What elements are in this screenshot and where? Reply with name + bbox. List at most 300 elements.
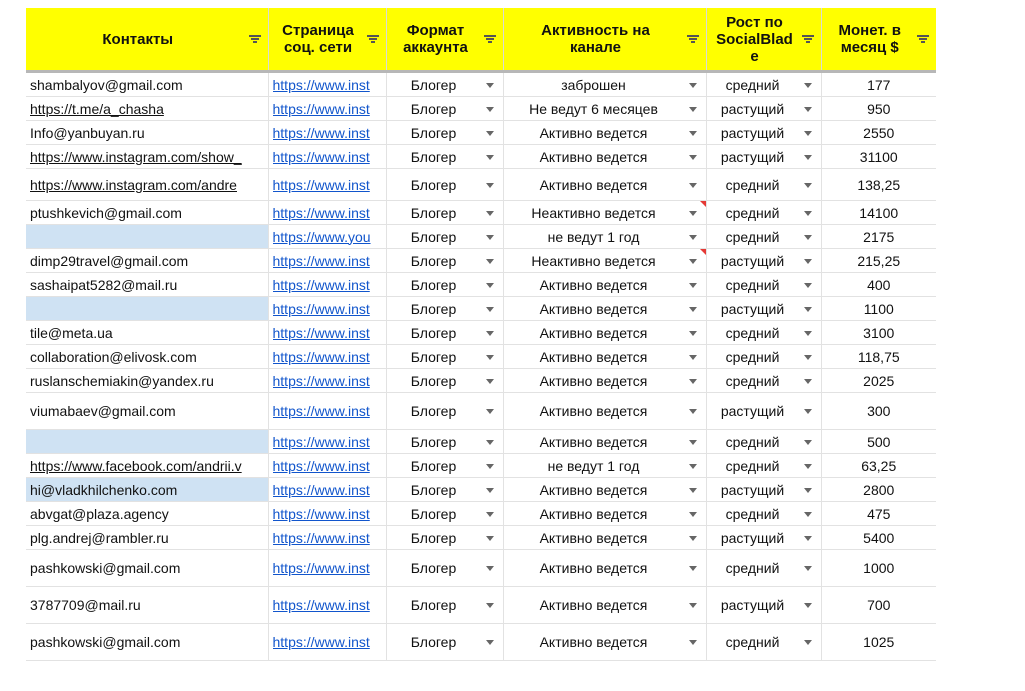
table-row[interactable] [26,121,936,145]
table-row[interactable] [26,454,936,478]
activity-dropdown[interactable] [503,225,706,249]
page-link[interactable]: https://www.inst [272,204,370,221]
money-cell[interactable] [821,624,936,661]
page-link-cell[interactable] [268,249,386,273]
page-link[interactable]: https://www.inst [272,276,370,293]
format-value: Блогер [410,148,457,165]
page-link[interactable]: https://www.inst [272,76,370,93]
contact-cell[interactable] [26,526,268,550]
header-money[interactable] [821,8,936,72]
growth-dropdown[interactable] [706,169,821,201]
table-row[interactable] [26,273,936,297]
dropdown-arrow-icon[interactable] [486,307,494,312]
activity-dropdown[interactable] [503,478,706,502]
money-cell[interactable] [821,273,936,297]
money-value: 1100 [863,300,894,317]
dropdown-arrow-icon[interactable] [486,283,494,288]
page-link[interactable]: https://www.inst [272,324,370,341]
growth-dropdown[interactable] [706,249,821,273]
format-dropdown[interactable] [386,393,503,430]
table-row[interactable] [26,201,936,225]
dropdown-arrow-icon[interactable] [689,235,697,240]
growth-dropdown[interactable] [706,145,821,169]
activity-value: Активно ведется [539,148,648,165]
format-dropdown[interactable] [386,587,503,624]
table-row[interactable] [26,624,936,661]
activity-dropdown[interactable] [503,369,706,393]
dropdown-arrow-icon[interactable] [486,536,494,541]
dropdown-arrow-icon[interactable] [689,379,697,384]
format-dropdown[interactable] [386,502,503,526]
table-row[interactable] [26,72,936,97]
money-value: 475 [867,505,891,522]
growth-value: средний [725,176,780,193]
money-cell[interactable] [821,369,936,393]
activity-dropdown[interactable] [503,502,706,526]
dropdown-arrow-icon[interactable] [689,464,697,469]
page-link[interactable]: https://www.inst [272,634,370,650]
money-cell[interactable] [821,72,936,97]
growth-value: растущий [720,403,785,419]
page-link[interactable]: https://www.inst [272,124,370,141]
dropdown-arrow-icon[interactable] [689,83,697,88]
activity-dropdown[interactable] [503,526,706,550]
activity-dropdown[interactable] [503,624,706,661]
filter-icon[interactable] [484,35,496,43]
dropdown-arrow-icon[interactable] [804,512,812,517]
format-value: Блогер [410,457,457,474]
money-cell[interactable] [821,201,936,225]
growth-value: средний [725,505,780,522]
dropdown-arrow-icon[interactable] [689,603,697,608]
page-link-cell[interactable] [268,624,386,661]
format-dropdown[interactable] [386,297,503,321]
format-value: Блогер [410,176,457,193]
activity-value: Активно ведется [539,403,648,419]
page-link-cell[interactable] [268,72,386,97]
format-dropdown[interactable] [386,526,503,550]
contact-cell[interactable] [26,369,268,393]
page-link-cell[interactable] [268,201,386,225]
page-link-cell[interactable] [268,121,386,145]
format-dropdown[interactable] [386,249,503,273]
format-dropdown[interactable] [386,550,503,587]
money-value: 2550 [863,124,895,141]
growth-dropdown[interactable] [706,478,821,502]
activity-dropdown[interactable] [503,587,706,624]
activity-dropdown[interactable] [503,297,706,321]
contact-cell[interactable] [26,225,268,249]
dropdown-arrow-icon[interactable] [689,307,697,312]
table-row[interactable] [26,249,936,273]
contact-cell[interactable] [26,502,268,526]
format-dropdown[interactable] [386,169,503,201]
money-value: 700 [867,597,891,613]
contact-cell[interactable] [26,169,268,201]
page-link-cell[interactable] [268,430,386,454]
page-link[interactable]: https://www.inst [272,148,370,165]
page-link-cell[interactable] [268,225,386,249]
contact-cell[interactable] [26,145,268,169]
page-link[interactable]: https://www.inst [272,348,370,365]
page-link[interactable]: https://www.inst [272,252,370,269]
dropdown-arrow-icon[interactable] [486,355,494,360]
page-link-cell[interactable] [268,369,386,393]
contact-cell[interactable] [26,121,268,145]
dropdown-arrow-icon[interactable] [689,566,697,571]
activity-dropdown[interactable] [503,169,706,201]
table-row[interactable] [26,550,936,587]
contact-cell[interactable] [26,478,268,502]
table-row[interactable] [26,225,936,249]
dropdown-arrow-icon[interactable] [689,355,697,360]
money-cell[interactable] [821,502,936,526]
activity-value: Активно ведется [539,505,648,522]
dropdown-arrow-icon[interactable] [689,536,697,541]
page-link-cell[interactable] [268,145,386,169]
money-cell[interactable] [821,321,936,345]
dropdown-arrow-icon[interactable] [689,640,697,645]
dropdown-arrow-icon[interactable] [689,488,697,493]
contact-cell[interactable] [26,393,268,430]
growth-dropdown[interactable] [706,369,821,393]
money-cell[interactable] [821,145,936,169]
activity-dropdown[interactable] [503,393,706,430]
page-link[interactable]: https://www.inst [272,505,370,522]
money-value: 950 [867,100,891,117]
format-dropdown[interactable] [386,624,503,661]
dropdown-arrow-icon[interactable] [689,155,697,160]
dropdown-arrow-icon[interactable] [486,107,494,112]
format-value: Блогер [410,324,457,341]
growth-dropdown[interactable] [706,502,821,526]
contact-cell[interactable] [26,321,268,345]
money-cell[interactable] [821,249,936,273]
format-dropdown[interactable] [386,201,503,225]
contact-text: plg.andrej@rambler.ru [30,529,169,546]
page-link[interactable]: https://www.you [272,228,371,245]
growth-value: растущий [720,252,785,269]
filter-icon[interactable] [687,35,699,43]
contact-text: ruslanschemiakin@yandex.ru [30,372,214,389]
dropdown-arrow-icon[interactable] [486,211,494,216]
growth-dropdown[interactable] [706,550,821,587]
table-row[interactable] [26,502,936,526]
growth-dropdown[interactable] [706,624,821,661]
contact-cell[interactable] [26,345,268,369]
dropdown-arrow-icon[interactable] [486,259,494,264]
contact-cell[interactable] [26,430,268,454]
page-link-cell[interactable] [268,345,386,369]
growth-dropdown[interactable] [706,430,821,454]
format-dropdown[interactable] [386,478,503,502]
dropdown-arrow-icon[interactable] [486,155,494,160]
contact-cell[interactable] [26,97,268,121]
dropdown-arrow-icon[interactable] [486,409,494,414]
page-link-cell[interactable] [268,502,386,526]
page-link[interactable]: https://www.inst [272,100,370,117]
dropdown-arrow-icon[interactable] [486,131,494,136]
activity-dropdown[interactable] [503,145,706,169]
money-value: 14100 [859,204,899,221]
activity-dropdown[interactable] [503,97,706,121]
header-growth[interactable] [706,8,821,72]
dropdown-arrow-icon[interactable] [804,283,812,288]
contact-text: dimp29travel@gmail.com [30,252,189,269]
dropdown-arrow-icon[interactable] [689,211,697,216]
table-row[interactable] [26,478,936,502]
dropdown-arrow-icon[interactable] [689,107,697,112]
money-cell[interactable] [821,550,936,587]
dropdown-arrow-icon[interactable] [804,307,812,312]
dropdown-arrow-icon[interactable] [804,488,812,493]
activity-value: не ведут 1 год [547,457,640,474]
table-row[interactable] [26,369,936,393]
dropdown-arrow-icon[interactable] [689,131,697,136]
dropdown-arrow-icon[interactable] [689,259,697,264]
table-row[interactable] [26,321,936,345]
activity-value: Неактивно ведется [531,252,656,269]
activity-dropdown[interactable] [503,321,706,345]
format-dropdown[interactable] [386,454,503,478]
page-link-cell[interactable] [268,454,386,478]
contact-text: viumabaev@gmail.com [30,403,176,419]
dropdown-arrow-icon[interactable] [804,235,812,240]
money-cell[interactable] [821,169,936,201]
format-dropdown[interactable] [386,430,503,454]
contact-cell[interactable] [26,72,268,97]
contact-cell[interactable] [26,273,268,297]
page-link-cell[interactable] [268,273,386,297]
dropdown-arrow-icon[interactable] [804,131,812,136]
page-link-cell[interactable] [268,587,386,624]
dropdown-arrow-icon[interactable] [804,211,812,216]
table-row[interactable] [26,393,936,430]
activity-value: Активно ведется [539,324,648,341]
dropdown-arrow-icon[interactable] [804,566,812,571]
dropdown-arrow-icon[interactable] [689,409,697,414]
contact-text: sashaipat5282@mail.ru [30,276,178,293]
page-link-cell[interactable] [268,169,386,201]
note-indicator-icon[interactable] [700,249,706,255]
dropdown-arrow-icon[interactable] [804,440,812,445]
format-value: Блогер [410,505,457,522]
activity-value: Активно ведется [539,372,648,389]
page-link[interactable]: https://www.inst [272,597,370,613]
growth-dropdown[interactable] [706,201,821,225]
activity-dropdown[interactable] [503,121,706,145]
table-row[interactable] [26,526,936,550]
dropdown-arrow-icon[interactable] [804,640,812,645]
contact-cell[interactable] [26,201,268,225]
dropdown-arrow-icon[interactable] [486,331,494,336]
contact-cell[interactable] [26,297,268,321]
money-cell[interactable] [821,478,936,502]
dropdown-arrow-icon[interactable] [689,440,697,445]
table-row[interactable] [26,145,936,169]
note-indicator-icon[interactable] [700,201,706,207]
dropdown-arrow-icon[interactable] [804,409,812,414]
dropdown-arrow-icon[interactable] [689,283,697,288]
page-link-cell[interactable] [268,550,386,587]
format-dropdown[interactable] [386,225,503,249]
dropdown-arrow-icon[interactable] [804,83,812,88]
page-link[interactable]: https://www.inst [272,529,370,546]
page-link[interactable]: https://www.inst [272,560,370,576]
dropdown-arrow-icon[interactable] [486,83,494,88]
money-value: 5400 [863,529,895,546]
growth-dropdown[interactable] [706,345,821,369]
money-value: 138,25 [857,176,901,193]
format-value: Блогер [410,529,457,546]
page-link-cell[interactable] [268,526,386,550]
filter-icon[interactable] [802,35,814,43]
money-cell[interactable] [821,97,936,121]
format-value: Блогер [410,252,457,269]
dropdown-arrow-icon[interactable] [486,183,494,188]
filter-icon[interactable] [249,35,261,43]
filter-icon[interactable] [917,35,929,43]
dropdown-arrow-icon[interactable] [486,488,494,493]
table-row[interactable] [26,587,936,624]
dropdown-arrow-icon[interactable] [804,331,812,336]
dropdown-arrow-icon[interactable] [804,107,812,112]
activity-dropdown[interactable] [503,72,706,97]
page-link[interactable]: https://www.inst [272,481,370,498]
page-link-cell[interactable] [268,321,386,345]
money-cell[interactable] [821,430,936,454]
dropdown-arrow-icon[interactable] [804,355,812,360]
money-cell[interactable] [821,454,936,478]
format-value: Блогер [410,300,457,317]
dropdown-arrow-icon[interactable] [804,536,812,541]
page-link[interactable]: https://www.inst [272,433,370,450]
table-row[interactable] [26,297,936,321]
table-row[interactable] [26,97,936,121]
page-link[interactable]: https://www.inst [272,176,370,193]
format-dropdown[interactable] [386,273,503,297]
growth-dropdown[interactable] [706,225,821,249]
money-value: 300 [867,403,891,419]
contact-cell[interactable] [26,550,268,587]
page-link-cell[interactable] [268,97,386,121]
contact-cell[interactable] [26,587,268,624]
format-value: Блогер [410,228,457,245]
page-link-cell[interactable] [268,478,386,502]
dropdown-arrow-icon[interactable] [486,603,494,608]
growth-value: средний [725,76,780,93]
activity-value: Активно ведется [539,433,648,450]
activity-dropdown[interactable] [503,273,706,297]
dropdown-arrow-icon[interactable] [486,566,494,571]
header-format[interactable] [386,8,503,72]
growth-dropdown[interactable] [706,393,821,430]
growth-dropdown[interactable] [706,273,821,297]
activity-value: Активно ведется [539,529,648,546]
activity-value: Неактивно ведется [531,204,656,221]
dropdown-arrow-icon[interactable] [804,379,812,384]
dropdown-arrow-icon[interactable] [486,235,494,240]
money-cell[interactable] [821,393,936,430]
growth-dropdown[interactable] [706,72,821,97]
dropdown-arrow-icon[interactable] [804,603,812,608]
activity-dropdown[interactable] [503,454,706,478]
format-value: Блогер [410,560,457,576]
growth-dropdown[interactable] [706,297,821,321]
activity-dropdown[interactable] [503,345,706,369]
dropdown-arrow-icon[interactable] [689,183,697,188]
table-row[interactable] [26,169,936,201]
page-link[interactable]: https://www.inst [272,300,370,317]
money-cell[interactable] [821,526,936,550]
dropdown-arrow-icon[interactable] [486,464,494,469]
money-cell[interactable] [821,121,936,145]
dropdown-arrow-icon[interactable] [486,440,494,445]
header-contacts[interactable] [26,8,268,72]
growth-value: растущий [720,300,785,317]
money-cell[interactable] [821,297,936,321]
format-dropdown[interactable] [386,121,503,145]
format-dropdown[interactable] [386,97,503,121]
format-dropdown[interactable] [386,72,503,97]
growth-dropdown[interactable] [706,454,821,478]
table-row[interactable] [26,345,936,369]
header-page[interactable] [268,8,386,72]
dropdown-arrow-icon[interactable] [486,379,494,384]
dropdown-arrow-icon[interactable] [486,512,494,517]
contact-cell[interactable] [26,624,268,661]
growth-dropdown[interactable] [706,97,821,121]
dropdown-arrow-icon[interactable] [804,183,812,188]
page-link-cell[interactable] [268,393,386,430]
activity-value: не ведут 1 год [547,228,640,245]
money-value: 118,75 [857,348,900,365]
dropdown-arrow-icon[interactable] [804,259,812,264]
dropdown-arrow-icon[interactable] [689,331,697,336]
page-link[interactable]: https://www.inst [272,372,370,389]
dropdown-arrow-icon[interactable] [804,155,812,160]
growth-dropdown[interactable] [706,121,821,145]
money-cell[interactable] [821,225,936,249]
dropdown-arrow-icon[interactable] [689,512,697,517]
dropdown-arrow-icon[interactable] [486,640,494,645]
header-row [26,8,936,72]
table-row[interactable] [26,430,936,454]
dropdown-arrow-icon[interactable] [804,464,812,469]
activity-dropdown[interactable] [503,201,706,225]
header-activity[interactable] [503,8,706,72]
format-dropdown[interactable] [386,369,503,393]
contact-cell[interactable] [26,249,268,273]
format-dropdown[interactable] [386,145,503,169]
growth-dropdown[interactable] [706,321,821,345]
contact-text: https://www.instagram.com/show_ [30,148,242,165]
money-cell[interactable] [821,587,936,624]
activity-dropdown[interactable] [503,430,706,454]
money-cell[interactable] [821,345,936,369]
activity-dropdown[interactable] [503,249,706,273]
page-link[interactable]: https://www.inst [272,403,370,419]
growth-dropdown[interactable] [706,526,821,550]
format-dropdown[interactable] [386,345,503,369]
filter-icon[interactable] [367,35,379,43]
format-dropdown[interactable] [386,321,503,345]
contact-cell[interactable] [26,454,268,478]
growth-dropdown[interactable] [706,587,821,624]
activity-dropdown[interactable] [503,550,706,587]
page-link-cell[interactable] [268,297,386,321]
page-link[interactable]: https://www.inst [272,457,370,474]
